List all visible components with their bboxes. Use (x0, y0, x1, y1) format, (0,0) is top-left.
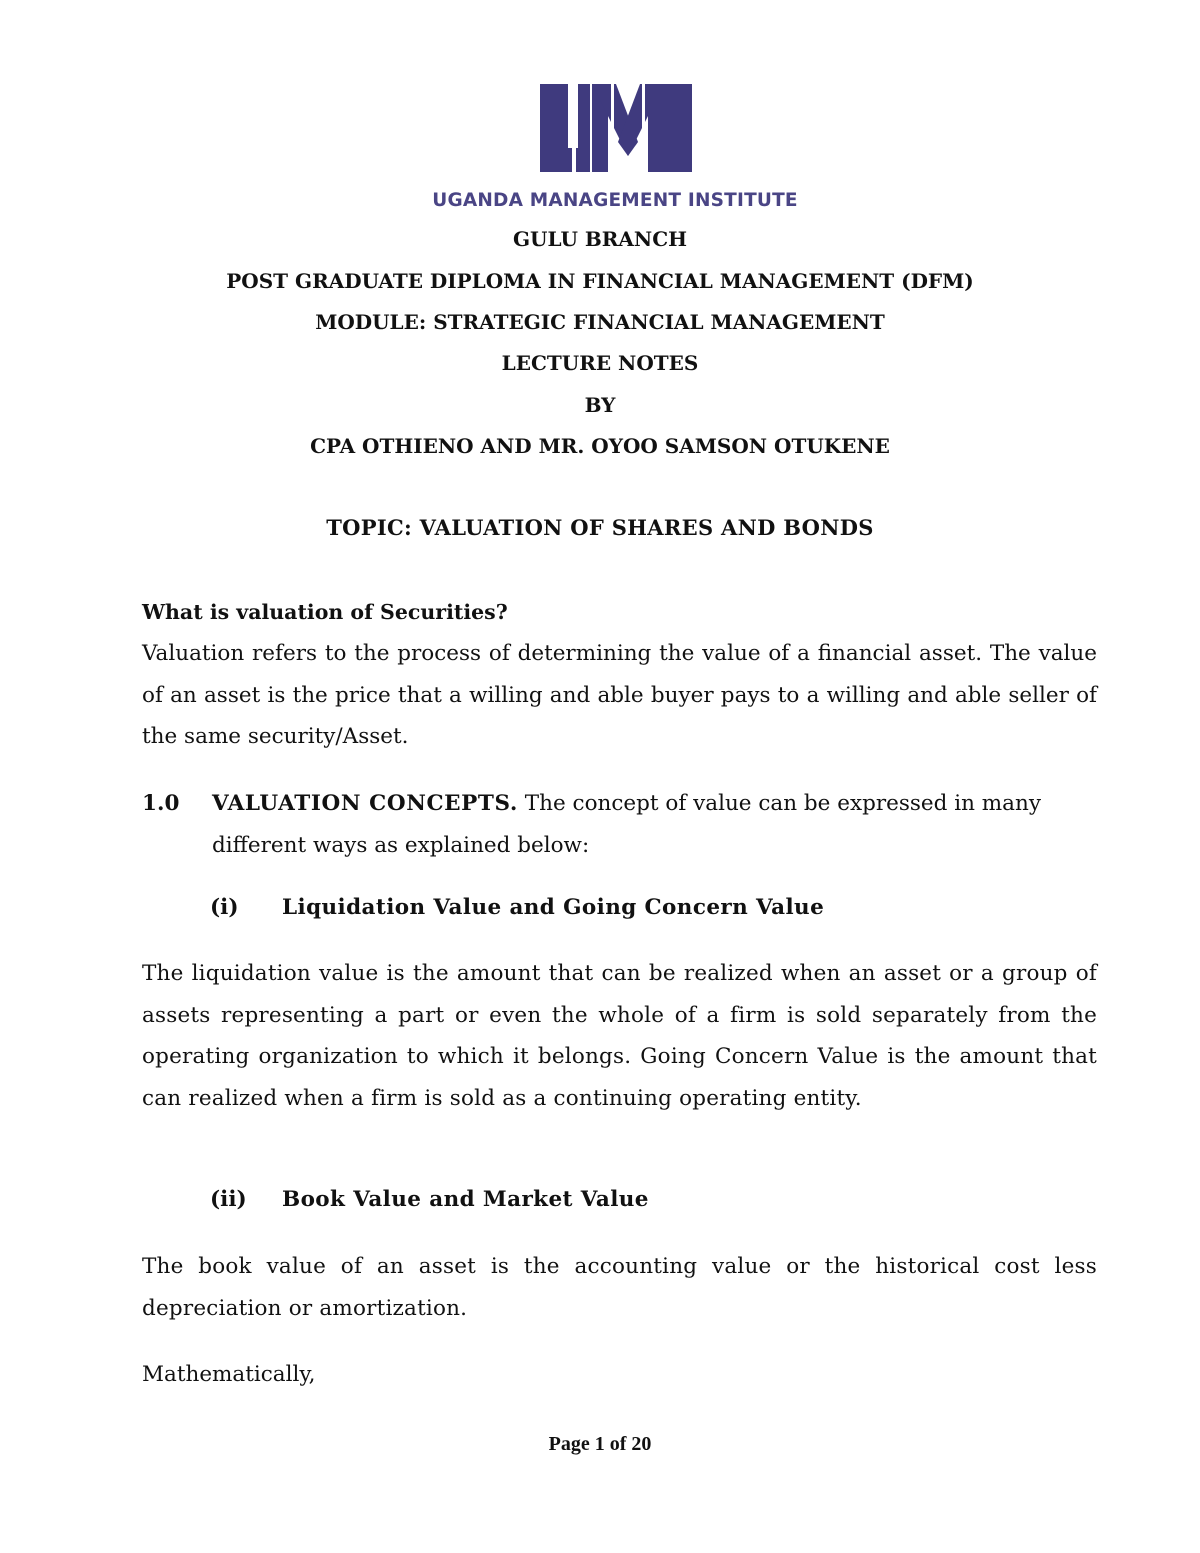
branch-title: GULU BRANCH (512, 227, 688, 251)
subsection-ii-paragraph: The book value of an asset is the accounting value or the historical cost less depreciation or amortization. (142, 1254, 1097, 1321)
section-body (212, 783, 1097, 867)
module-title: MODULE: STRATEGIC FINANCIAL MANAGEMENT (315, 310, 885, 334)
subsection-i-title: Liquidation Value and Going Concern Value (282, 895, 825, 920)
subsection-ii-label: (ii) (210, 1187, 247, 1212)
subsection-i-paragraph: The liquidation value is the amount that can be realized when an asset or a group of assets representing a part or even the whole of a firm is sold separately from the operating organization to which it belongs. Going Concern Value is the amount that can realized when a firm is sold as a continuing operating entity. (142, 961, 1097, 1111)
topic-title: TOPIC: VALUATION OF SHARES AND BONDS (326, 515, 874, 540)
subsection-i-label: (i) (210, 895, 239, 920)
intro-heading: What is valuation of Securities? (142, 600, 508, 624)
page-number: Page 1 of 20 (548, 1433, 652, 1455)
intro-paragraph: Valuation refers to the process of determining the value of a financial asset. The value of an asset is the price that a willing and able buyer pays to a willing and able seller of the same security/Asset. (142, 641, 1097, 750)
doc-type-title: LECTURE NOTES (501, 351, 699, 375)
logo-caption: UGANDA MANAGEMENT INSTITUTE (432, 190, 798, 211)
umi-logo-icon (432, 82, 798, 182)
math-lead-text: Mathematically, (142, 1362, 316, 1387)
subsection-i-heading (210, 895, 824, 920)
by-label: BY (584, 393, 616, 417)
subsection-ii-heading (210, 1187, 649, 1212)
subsection-ii-title: Book Value and Market Value (282, 1187, 649, 1212)
institute-logo (432, 82, 798, 210)
authors-line: CPA OTHIENO AND MR. OYOO SAMSON OTUKENE (310, 434, 890, 458)
section-title: VALUATION CONCEPTS. (212, 791, 518, 816)
section-text: The concept of value can be expressed in many different ways as explained below: (212, 791, 1041, 858)
program-title: POST GRADUATE DIPLOMA IN FINANCIAL MANAGEMENT (DFM) (226, 269, 974, 293)
section-number: 1.0 (142, 791, 180, 816)
